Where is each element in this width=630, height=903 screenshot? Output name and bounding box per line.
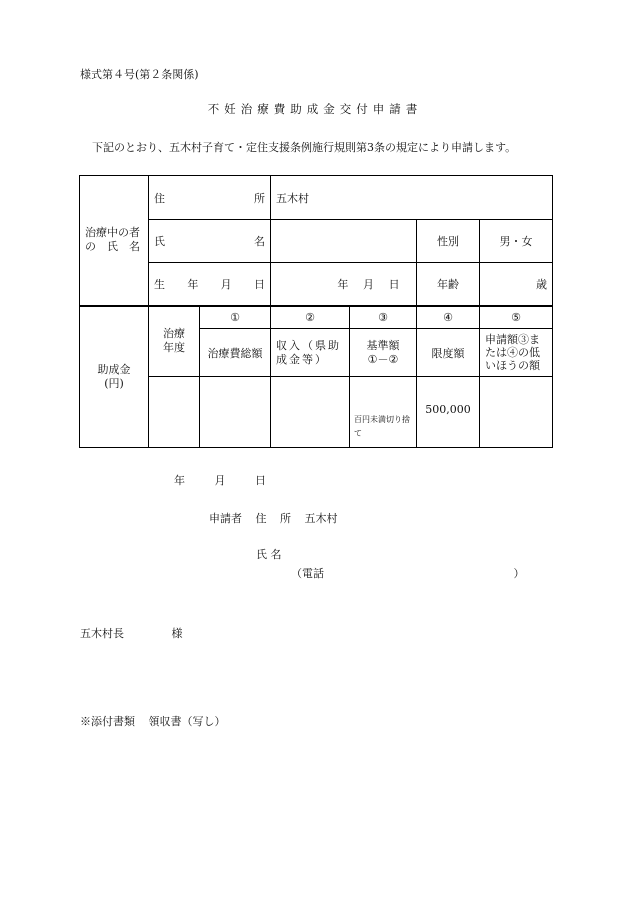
document-title: 不妊治療費助成金交付申請書: [207, 102, 423, 116]
dob-label: 生 年 月 日: [149, 263, 271, 306]
col-label-1: 治療費総額: [200, 329, 271, 377]
gender-label: 性別: [417, 220, 480, 263]
base-amount-cell[interactable]: [350, 377, 417, 448]
col-number-5: ⑤: [480, 306, 553, 329]
col-number-3: ③: [350, 306, 417, 329]
age-label: 年齢: [417, 263, 480, 306]
form-number: 様式第４号(第２条関係): [80, 68, 199, 81]
col-label-2: 収入（県助成金等）: [271, 329, 350, 377]
address-field[interactable]: 五木村: [271, 176, 553, 220]
subsidy-section-label: 助成金 (円): [80, 306, 149, 448]
total-cost-cell[interactable]: [200, 377, 271, 448]
limit-cell: 500,000: [417, 377, 480, 448]
application-date[interactable]: 年 月 日: [174, 474, 266, 487]
col-number-1: ①: [200, 306, 271, 329]
gender-field[interactable]: 男・女: [480, 220, 553, 263]
year-header: 治療 年度: [149, 306, 200, 377]
applicant-phone[interactable]: （電話 ）: [291, 567, 525, 580]
person-section-label: 治療中の者の 氏 名: [80, 176, 149, 306]
request-amount-cell[interactable]: [480, 377, 553, 448]
name-label: 氏 名: [149, 220, 271, 263]
address-label: 住 所: [149, 176, 271, 220]
col-label-4: 限度額: [417, 329, 480, 377]
intro-text: 下記のとおり、五木村子育て・定住支援条例施行規則第3条の規定により申請します。: [92, 141, 517, 154]
col-number-4: ④: [417, 306, 480, 329]
col-label-3: 基準額 ①－②: [350, 329, 417, 377]
applicant-name[interactable]: 氏 名: [256, 548, 282, 561]
addressee: 五木村長 様: [80, 627, 183, 640]
attachments: ※添付書類 領収書（写し）: [80, 715, 226, 728]
applicant-address: 申請者 住 所 五木村: [209, 512, 338, 525]
age-field[interactable]: 歳: [480, 263, 553, 306]
year-value-cell[interactable]: [149, 377, 200, 448]
col-number-2: ②: [271, 306, 350, 329]
income-cell[interactable]: [271, 377, 350, 448]
col-label-5: 申請額③または④の低いほうの額: [480, 329, 553, 377]
dob-field[interactable]: 年 月 日: [271, 263, 417, 306]
rounding-note: 百円未満切り捨て: [354, 415, 410, 438]
application-table: [79, 175, 553, 448]
name-field[interactable]: [271, 220, 417, 263]
